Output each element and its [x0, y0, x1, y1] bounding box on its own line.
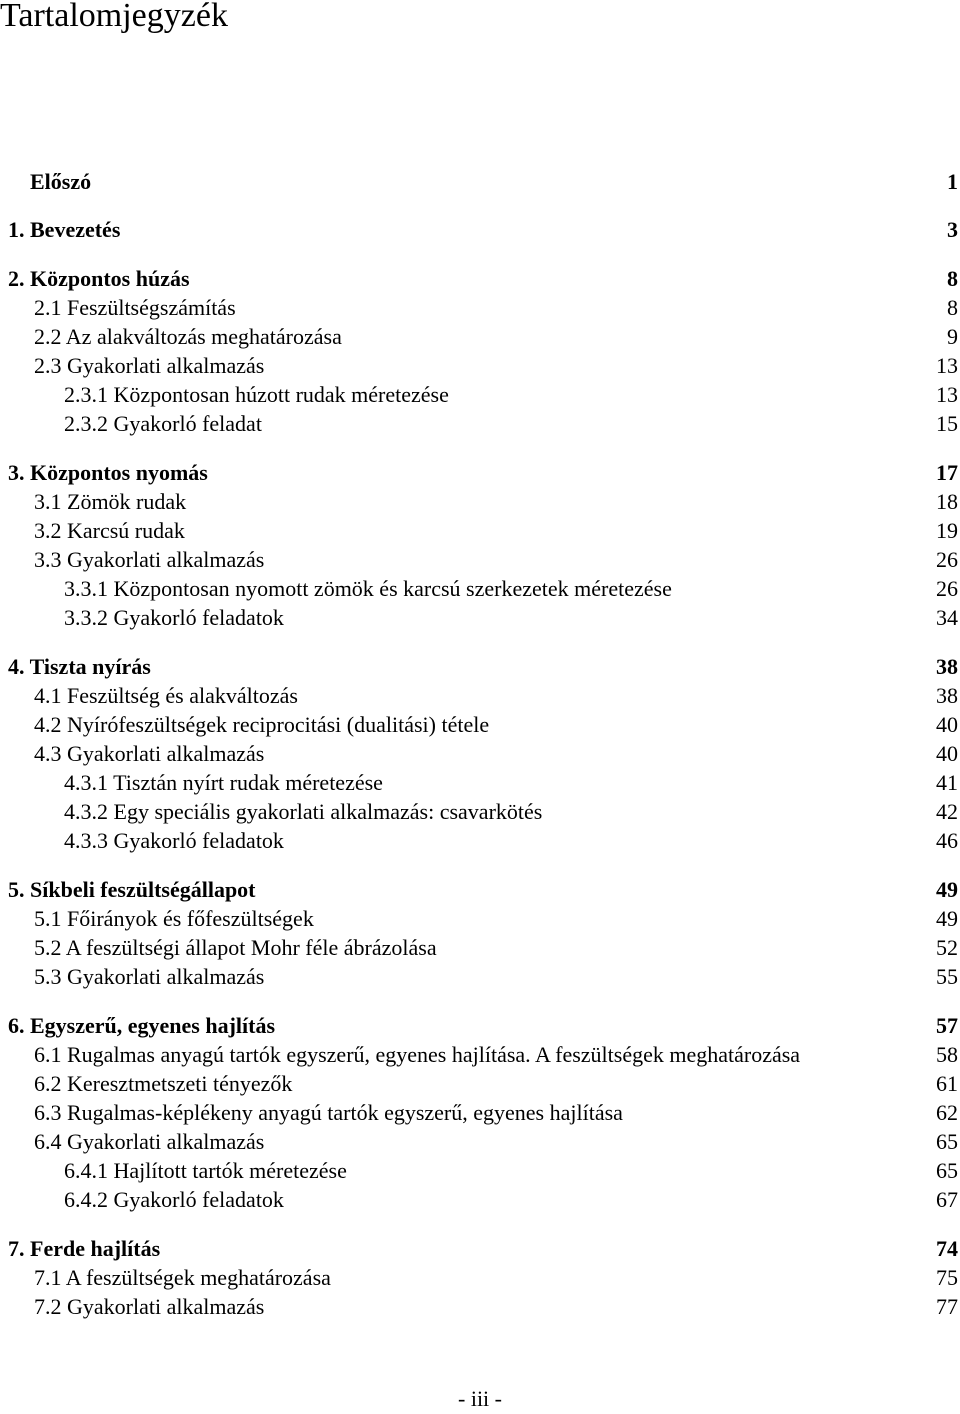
- toc-entry-page: 67: [936, 1187, 958, 1212]
- toc-entry-label: 3.2 Karcsú rudak: [34, 518, 185, 543]
- toc-entry[interactable]: [0, 826, 960, 856]
- toc-entry-label: 2.2 Az alakváltozás meghatározása: [34, 324, 342, 349]
- toc-entry[interactable]: [0, 215, 960, 245]
- toc-entry-page: 62: [936, 1100, 958, 1125]
- toc-entry[interactable]: [0, 962, 960, 992]
- toc-entry-label: 5.2 A feszültségi állapot Mohr féle ábrázolása: [34, 935, 437, 960]
- toc-entry-page: 26: [936, 547, 958, 572]
- toc-entry[interactable]: [0, 652, 960, 682]
- toc-entry-page: 42: [936, 799, 958, 824]
- toc-entry-label: 4.2 Nyírófeszültségek reciprocitási (dualitási) tétele: [34, 712, 490, 737]
- toc-entry-label: 6.1 Rugalmas anyagú tartók egyszerű, egyenes hajlítása. A feszültségek meghatározása: [34, 1042, 801, 1067]
- toc-entry[interactable]: [0, 768, 960, 798]
- toc-entry-page: 34: [936, 605, 958, 630]
- toc-entry-label: 6.4.1 Hajlított tartók méretezése: [64, 1158, 347, 1183]
- toc-entry-label: 6.4.2 Gyakorló feladatok: [64, 1187, 284, 1212]
- toc-entry-label: 4.3.2 Egy speciális gyakorlati alkalmazás: csavarkötés: [64, 799, 543, 824]
- toc-entry-page: 3: [947, 217, 958, 242]
- toc-entry-page: 15: [936, 411, 958, 436]
- toc-entry-page: 26: [936, 576, 958, 601]
- toc-entry-page: 74: [936, 1236, 958, 1261]
- toc-entry-page: 41: [936, 770, 958, 795]
- toc-entry-page: 13: [936, 382, 958, 407]
- toc-entry-label: 7. Ferde hajlítás: [8, 1236, 161, 1261]
- toc-entry-page: 38: [936, 654, 958, 679]
- toc-entry[interactable]: [0, 322, 960, 352]
- toc-entry[interactable]: [0, 167, 960, 197]
- toc-entry-label: 3.3 Gyakorlati alkalmazás: [34, 547, 265, 572]
- toc-entry[interactable]: [0, 380, 960, 410]
- toc-entry[interactable]: [0, 574, 960, 604]
- toc-entry-page: 13: [936, 353, 958, 378]
- toc-entry[interactable]: [0, 933, 960, 963]
- toc-entry-page: 8: [947, 266, 958, 291]
- page-title: Tartalomjegyzék: [0, 0, 228, 34]
- toc-entry[interactable]: [0, 458, 960, 488]
- toc-entry-label: 5.3 Gyakorlati alkalmazás: [34, 964, 265, 989]
- toc-entry-label: 4.1 Feszültség és alakváltozás: [34, 683, 298, 708]
- toc-entry-page: 75: [936, 1265, 958, 1290]
- toc-entry[interactable]: [0, 1011, 960, 1041]
- toc-entry-label: 5. Síkbeli feszültségállapot: [8, 877, 256, 902]
- toc-entry-label: 6.3 Rugalmas-képlékeny anyagú tartók egyszerű, egyenes hajlítása: [34, 1100, 623, 1125]
- toc-entry[interactable]: [0, 681, 960, 711]
- toc-entry-page: 49: [936, 906, 958, 931]
- toc-entry-label: 3.3.2 Gyakorló feladatok: [64, 605, 284, 630]
- toc-entry[interactable]: [0, 797, 960, 827]
- toc-entry[interactable]: [0, 1156, 960, 1186]
- toc-entry[interactable]: [0, 409, 960, 439]
- toc-entry[interactable]: [0, 1263, 960, 1293]
- toc-entry-label: 1. Bevezetés: [8, 217, 121, 242]
- toc-entry-label: 7.1 A feszültségek meghatározása: [34, 1265, 331, 1290]
- toc-entry-label: 2.1 Feszültségszámítás: [34, 295, 236, 320]
- toc-entry-label: 3. Központos nyomás: [8, 460, 208, 485]
- toc-entry-page: 52: [936, 935, 958, 960]
- toc-entry[interactable]: [0, 710, 960, 740]
- toc-entry-label: 3.3.1 Központosan nyomott zömök és karcsú szerkezetek méretezése: [64, 576, 672, 601]
- toc-entry-label: 4.3.1 Tisztán nyírt rudak méretezése: [64, 770, 383, 795]
- toc-entry-label: 7.2 Gyakorlati alkalmazás: [34, 1294, 265, 1319]
- toc-entry-page: 9: [947, 324, 958, 349]
- toc-entry-page: 46: [936, 828, 958, 853]
- toc-entry-label: 2.3.2 Gyakorló feladat: [64, 411, 262, 436]
- toc-entry-page: 1: [947, 169, 958, 194]
- toc-entry[interactable]: [0, 351, 960, 381]
- toc-entry-page: 19: [936, 518, 958, 543]
- toc-entry[interactable]: [0, 516, 960, 546]
- toc-entry[interactable]: [0, 1185, 960, 1215]
- toc-entry-label: 4. Tiszta nyírás: [8, 654, 151, 679]
- toc-entry[interactable]: [0, 904, 960, 934]
- toc-entry-page: 58: [936, 1042, 958, 1067]
- toc-entry-page: 40: [936, 712, 958, 737]
- toc-entry-page: 65: [936, 1158, 958, 1183]
- toc-entry-label: 2.3.1 Központosan húzott rudak méretezése: [64, 382, 449, 407]
- toc-entry-page: 18: [936, 489, 958, 514]
- toc-entry[interactable]: [0, 603, 960, 633]
- toc-entry[interactable]: [0, 1127, 960, 1157]
- toc-entry-page: 65: [936, 1129, 958, 1154]
- toc-entry-label: 2. Központos húzás: [8, 266, 190, 291]
- toc-entry[interactable]: [0, 875, 960, 905]
- toc-entry-page: 55: [936, 964, 958, 989]
- toc-entry[interactable]: [0, 293, 960, 323]
- toc-entry-page: 8: [947, 295, 958, 320]
- toc-entry-label: 2.3 Gyakorlati alkalmazás: [34, 353, 265, 378]
- toc-entry-page: 49: [936, 877, 958, 902]
- toc-entry-page: 61: [936, 1071, 958, 1096]
- toc-entry[interactable]: [0, 1098, 960, 1128]
- toc-entry-page: 17: [936, 460, 958, 485]
- toc-entry[interactable]: [0, 1234, 960, 1264]
- toc-entry[interactable]: [0, 739, 960, 769]
- toc-entry-page: 40: [936, 741, 958, 766]
- toc-entry-label: 4.3 Gyakorlati alkalmazás: [34, 741, 265, 766]
- toc-entry-label: 5.1 Főirányok és főfeszültségek: [34, 906, 314, 931]
- toc-entry[interactable]: [0, 545, 960, 575]
- toc-entry-label: 6.4 Gyakorlati alkalmazás: [34, 1129, 265, 1154]
- toc-entry-label: 4.3.3 Gyakorló feladatok: [64, 828, 284, 853]
- toc-entry-page: 38: [936, 683, 958, 708]
- toc-entry[interactable]: [0, 487, 960, 517]
- toc-entry-label: 6.2 Keresztmetszeti tényezők: [34, 1071, 293, 1096]
- toc-entry-label: 3.1 Zömök rudak: [34, 489, 187, 514]
- toc-entry[interactable]: [0, 1292, 960, 1322]
- toc-entry[interactable]: [0, 1040, 960, 1070]
- toc-entry-page: 77: [936, 1294, 958, 1319]
- page-number: - iii -: [458, 1386, 502, 1411]
- toc-entry[interactable]: [0, 1069, 960, 1099]
- toc-entry-label: 6. Egyszerű, egyenes hajlítás: [8, 1013, 276, 1038]
- toc-entry[interactable]: [0, 264, 960, 294]
- toc-entry-page: 57: [936, 1013, 958, 1038]
- toc-entry-label: Előszó: [30, 169, 92, 194]
